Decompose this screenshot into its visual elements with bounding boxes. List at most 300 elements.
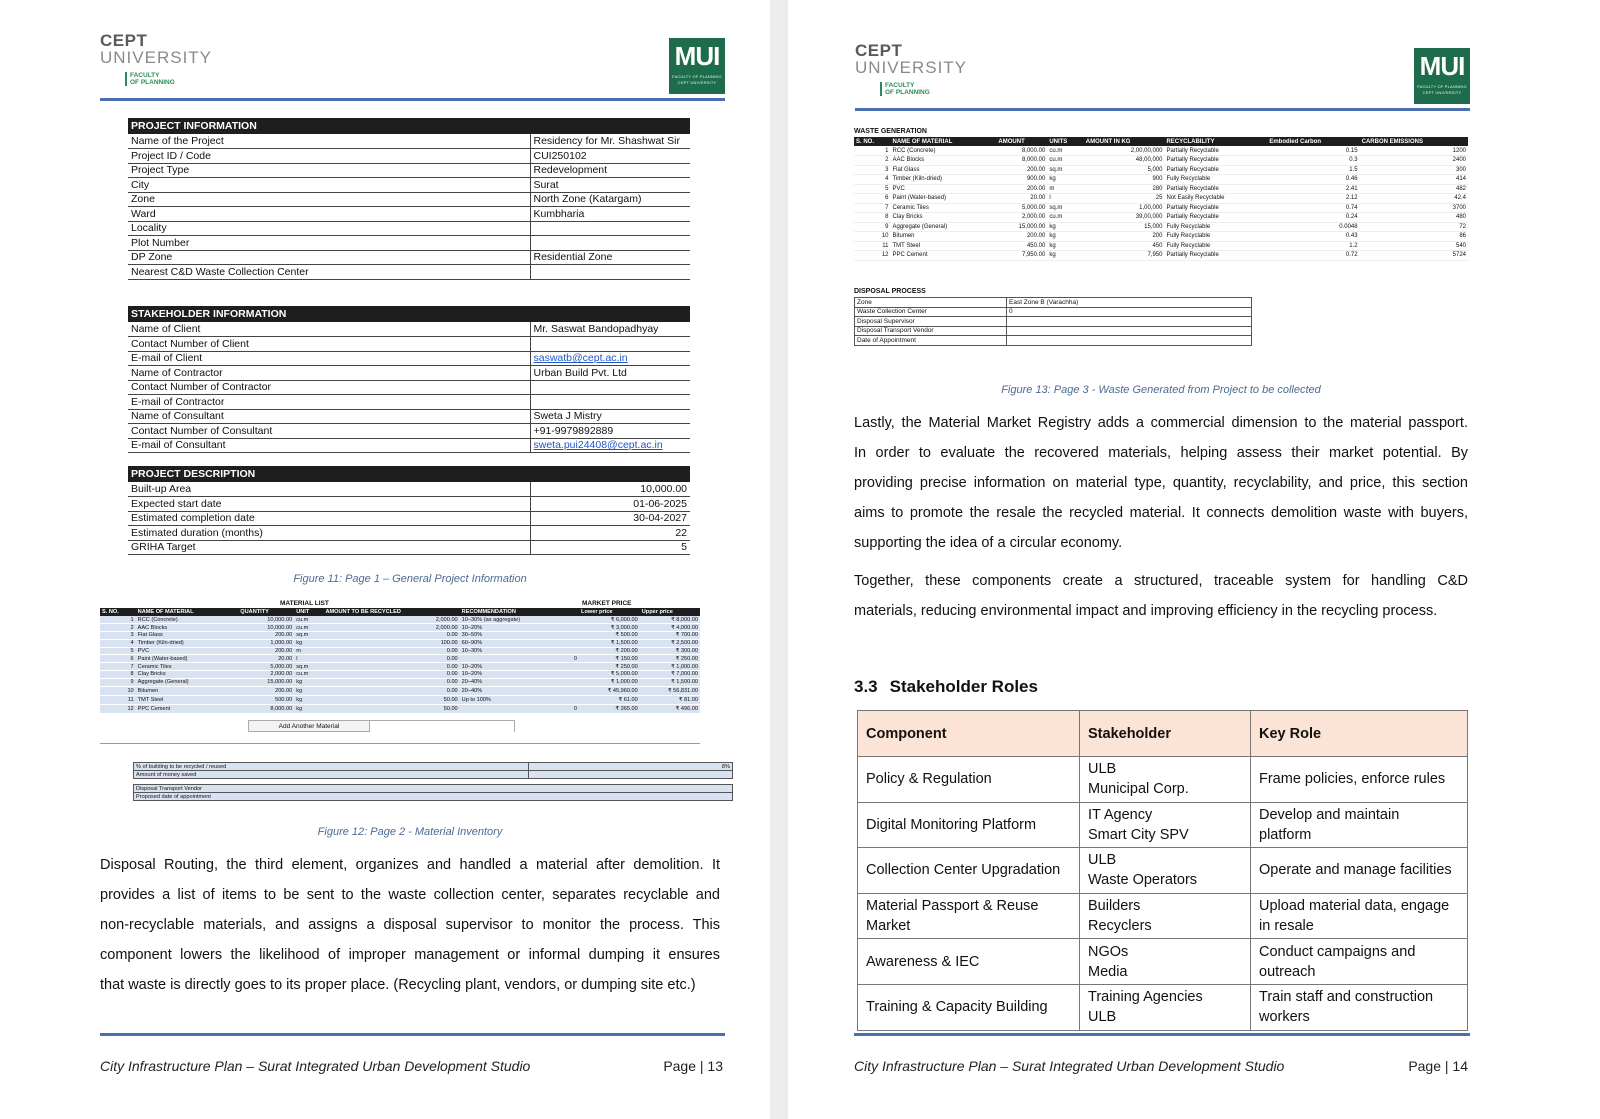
field-label: Waste Collection Center — [855, 307, 1007, 317]
table-cell: 1 — [100, 616, 136, 624]
table-cell: 15,000 — [1084, 222, 1165, 232]
table-cell: 0.0048 — [1267, 222, 1359, 232]
table-cell: 900.00 — [996, 175, 1047, 185]
table-row — [128, 380, 690, 395]
table-cell: l — [1047, 194, 1083, 204]
field-value: Urban Build Pvt. Ltd — [530, 366, 690, 381]
page-number: Page | 14 — [1408, 1058, 1468, 1074]
field-label: Zone — [128, 192, 530, 207]
table-row — [128, 163, 690, 178]
table-cell: 900 — [1084, 175, 1165, 185]
column-header: S. NO. — [100, 608, 136, 616]
table-cell: m — [294, 647, 323, 655]
table-cell: Partially Recyclable — [1164, 184, 1267, 194]
paragraph-line: that waste is directly goes to its proper place. (Recycling plant, vendors, or dumping site etc.) — [100, 977, 696, 993]
table-cell: Partially Recyclable — [1164, 213, 1267, 223]
table-cell: 0.74 — [1267, 203, 1359, 213]
table-cell: Fully Recyclable — [1164, 241, 1267, 251]
table-row — [858, 802, 1468, 848]
table-cell: 0.00 — [323, 632, 459, 640]
table-cell: 15,000.00 — [996, 222, 1047, 232]
table-cell: AAC Blocks — [136, 624, 239, 632]
table-cell: cu.m — [1047, 156, 1083, 166]
table-cell: ₹ 250.00 — [579, 663, 640, 671]
column-header: Embodied Carbon — [1267, 137, 1359, 146]
component-cell: Digital Monitoring Platform — [858, 802, 1080, 848]
table-cell: sq.m — [294, 663, 323, 671]
table-heading: PROJECT INFORMATION — [128, 118, 690, 134]
stakeholder-cell — [1080, 939, 1251, 985]
table-cell — [567, 647, 579, 655]
table-row — [128, 424, 690, 439]
table-cell: ₹ 81.00 — [640, 695, 700, 704]
field-label: City — [128, 178, 530, 193]
table-cell: 482 — [1360, 184, 1468, 194]
table-cell: 2,000.00 — [323, 616, 459, 624]
table-cell: ₹ 45,960.00 — [579, 686, 640, 695]
field-label: Plot Number — [128, 236, 530, 251]
table-cell: 0.72 — [1267, 251, 1359, 261]
field-value: 8% — [529, 763, 733, 771]
table-cell: ₹ 365.00 — [579, 704, 640, 713]
table-cell — [567, 632, 579, 640]
stakeholder-line: Recyclers — [1088, 918, 1152, 935]
table-cell: ₹ 1,000.00 — [640, 663, 700, 671]
field-label: Estimated completion date — [128, 511, 530, 526]
table-cell: 12 — [854, 251, 891, 261]
role-line: platform — [1259, 826, 1312, 843]
table-cell: Partially Recyclable — [1164, 203, 1267, 213]
table-cell: 0.00 — [323, 647, 459, 655]
paragraph-line: Disposal Routing, the third element, organizes and handled a material after demolition. It — [100, 857, 720, 873]
key-role-cell — [1251, 939, 1468, 985]
table-cell: ₹ 3,000.00 — [579, 624, 640, 632]
table-row — [100, 616, 700, 624]
table-cell: RCC (Concrete) — [136, 616, 239, 624]
column-header: AMOUNT — [996, 137, 1047, 146]
table-cell: PPC Cement — [136, 704, 239, 713]
table-cell: 6 — [100, 655, 136, 663]
table-row — [854, 213, 1468, 223]
table-cell: 1.2 — [1267, 241, 1359, 251]
disposal-process-title: DISPOSAL PROCESS — [854, 288, 926, 295]
body-paragraph — [854, 566, 1468, 626]
table-cell: 10–20% — [460, 624, 567, 632]
table-cell: 2,000.00 — [323, 624, 459, 632]
field-value: 30-04-2027 — [530, 511, 690, 526]
table-cell — [567, 695, 579, 704]
key-role-cell — [1251, 848, 1468, 894]
table-cell: 72 — [1360, 222, 1468, 232]
table-cell: kg — [294, 678, 323, 686]
table-row — [128, 221, 690, 236]
table-cell: AAC Blocks — [891, 156, 997, 166]
table-row — [128, 250, 690, 265]
component-cell: Collection Center Upgradation — [858, 848, 1080, 894]
field-label: Name of Client — [128, 322, 530, 337]
table-cell: 1.5 — [1267, 165, 1359, 175]
table-cell — [460, 704, 567, 713]
table-cell: 8 — [100, 671, 136, 679]
table-cell: 0.00 — [323, 663, 459, 671]
field-label: % of building to be recycled / reused — [134, 763, 529, 771]
field-label: Locality — [128, 221, 530, 236]
table-cell: Bitumen — [891, 232, 997, 242]
table-row — [100, 678, 700, 686]
table-cell: ₹ 7,000.00 — [640, 671, 700, 679]
column-header: Upper price — [640, 608, 700, 616]
table-cell: Flat Glass — [136, 632, 239, 640]
table-cell: ₹ 150.00 — [579, 655, 640, 663]
table-cell — [567, 671, 579, 679]
table-row — [100, 686, 700, 695]
table-cell: ₹ 200.00 — [579, 647, 640, 655]
table-cell: Aggregate (General) — [891, 222, 997, 232]
stakeholder-cell — [1080, 893, 1251, 939]
field-label: Proposed date of appointment — [134, 793, 733, 801]
field-value: Surat — [530, 178, 690, 193]
stakeholder-roles-table — [857, 710, 1468, 1031]
table-cell: 8,000.00 — [996, 146, 1047, 156]
table-row — [128, 322, 690, 337]
market-price-title: MARKET PRICE — [582, 600, 632, 607]
paragraph-line: component lowers the likelihood of improper management or informal dumping it ensures — [100, 947, 720, 963]
stakeholder-cell — [1080, 757, 1251, 803]
component-cell: Training & Capacity Building — [858, 984, 1080, 1030]
column-header: UNIT — [294, 608, 323, 616]
field-label: GRIHA Target — [128, 540, 530, 555]
table-cell: ₹ 4,000.00 — [640, 624, 700, 632]
field-value: North Zone (Katargam) — [530, 192, 690, 207]
material-list-table — [100, 608, 700, 714]
component-cell: Awareness & IEC — [858, 939, 1080, 985]
table-row — [128, 178, 690, 193]
table-cell: kg — [294, 639, 323, 647]
table-cell: 0.3 — [1267, 156, 1359, 166]
mui-logo: MUI FACULTY OF PLANNING CEPT UNIVERSITY — [1414, 48, 1470, 104]
page-14 — [788, 0, 1600, 1119]
table-cell: cu.m — [294, 616, 323, 624]
paragraph-line: supporting the idea of a circular economy. — [854, 535, 1123, 551]
table-cell: kg — [1047, 251, 1083, 261]
table-cell: 200.00 — [238, 647, 294, 655]
paragraph-line: non-recyclable materials, and assigns a disposal supervisor to monitor the process. This — [100, 917, 720, 933]
figure-caption: Figure 11: Page 1 – General Project Information — [293, 573, 527, 585]
table-cell: 20.00 — [238, 655, 294, 663]
logo-text: UNIVERSITY — [100, 48, 213, 67]
table-cell: ₹ 56,831.00 — [640, 686, 700, 695]
paragraph-line: Lastly, the Material Market Registry adds a commercial dimension to the material passport. — [854, 415, 1468, 431]
table-cell: kg — [1047, 222, 1083, 232]
waste-generation-table — [854, 137, 1468, 261]
table-cell: 5,000 — [1084, 165, 1165, 175]
field-label: Ward — [128, 207, 530, 222]
table-row — [100, 655, 700, 663]
table-row — [854, 251, 1468, 261]
role-line: Upload material data, engage — [1259, 898, 1450, 915]
table-row — [854, 203, 1468, 213]
footer-title: City Infrastructure Plan – Surat Integrated Urban Development Studio — [100, 1058, 531, 1074]
table-cell: 11 — [100, 695, 136, 704]
table-cell: 9 — [854, 222, 891, 232]
table-cell: Partially Recyclable — [1164, 156, 1267, 166]
table-row — [100, 647, 700, 655]
field-value — [530, 395, 690, 410]
table-cell — [567, 678, 579, 686]
table-cell: 9 — [100, 678, 136, 686]
column-header: S. NO. — [854, 137, 891, 146]
column-header: AMOUNT IN KG — [1084, 137, 1165, 146]
section-title: Stakeholder Roles — [889, 677, 1038, 696]
table-cell: ₹ 5,000.00 — [579, 671, 640, 679]
section-number: 3.3 — [854, 677, 878, 696]
stakeholder-line: Media — [1088, 963, 1128, 980]
table-row — [854, 156, 1468, 166]
stakeholder-cell — [1080, 802, 1251, 848]
table-cell: kg — [1047, 241, 1083, 251]
key-role-cell — [1251, 984, 1468, 1030]
field-label: E-mail of Client — [128, 351, 530, 366]
table-cell: 7,950.00 — [996, 251, 1047, 261]
add-another-material-button[interactable]: Add Another Material — [248, 720, 370, 732]
field-value: 0 — [1007, 307, 1252, 317]
table-cell: 5 — [854, 184, 891, 194]
table-cell: RCC (Concrete) — [891, 146, 997, 156]
table-cell: ₹ 250.00 — [640, 655, 700, 663]
table-cell: Clay Bricks — [891, 213, 997, 223]
header-rule — [100, 98, 725, 101]
table-row — [100, 632, 700, 640]
column-header: Component — [858, 711, 1080, 757]
paragraph-line: providing precise information on material type, quantity, recyclability, and price, this section — [854, 475, 1468, 491]
table-cell: 2.12 — [1267, 194, 1359, 204]
stakeholder-line: ULB — [1088, 761, 1117, 778]
cept-university-logo — [100, 31, 213, 92]
table-cell: 10 — [854, 232, 891, 242]
body-paragraph — [854, 408, 1468, 558]
table-cell: ₹ 6,000.00 — [579, 616, 640, 624]
field-value — [530, 380, 690, 395]
table-row — [855, 317, 1252, 327]
table-cell: 2400 — [1360, 156, 1468, 166]
column-header: QUANTITY — [238, 608, 294, 616]
table-row — [100, 704, 700, 713]
table-cell: kg — [294, 695, 323, 704]
table-cell: ₹ 2,500.00 — [640, 639, 700, 647]
role-line: Conduct campaigns and — [1259, 943, 1416, 960]
table-cell: Aggregate (General) — [136, 678, 239, 686]
table-row — [855, 298, 1252, 308]
table-row — [100, 671, 700, 679]
recycle-summary — [133, 762, 733, 779]
column-header: NAME OF MATERIAL — [891, 137, 997, 146]
table-cell: 10 — [100, 686, 136, 695]
role-line: Frame policies, enforce rules — [1259, 771, 1446, 788]
table-row — [128, 540, 690, 555]
table-cell: 25 — [1084, 194, 1165, 204]
table-cell: PPC Cement — [891, 251, 997, 261]
table-row — [855, 307, 1252, 317]
figure-caption: Figure 12: Page 2 - Material Inventory — [317, 826, 503, 838]
table-cell: Paint (Water-based) — [891, 194, 997, 204]
table-row — [128, 134, 690, 149]
field-label: Disposal Transport Vendor — [855, 326, 1007, 336]
paragraph-line: provides a list of items to be sent to the waste collection center, separates recyclable and — [100, 887, 720, 903]
table-cell: ₹ 1,500.00 — [640, 678, 700, 686]
field-label: Contact Number of Client — [128, 337, 530, 352]
footer-rule — [854, 1033, 1470, 1036]
table-cell: 3700 — [1360, 203, 1468, 213]
field-value: saswatb@cept.ac.in — [530, 351, 690, 366]
logo-text: UNIVERSITY — [855, 58, 968, 77]
table-row — [128, 409, 690, 424]
field-label: Project Type — [128, 163, 530, 178]
field-value: Residency for Mr. Shashwat Sir — [530, 134, 690, 149]
component-cell: Policy & Regulation — [858, 757, 1080, 803]
table-row — [854, 222, 1468, 232]
table-cell: 1200 — [1360, 146, 1468, 156]
field-value: sweta.pui24408@cept.ac.in — [530, 438, 690, 453]
table-cell: kg — [294, 704, 323, 713]
table-cell: 42.4 — [1360, 194, 1468, 204]
role-line: Train staff and construction — [1259, 989, 1434, 1006]
table-cell: 1,00,000 — [1084, 203, 1165, 213]
field-value — [1007, 326, 1252, 336]
table-cell: 300 — [1360, 165, 1468, 175]
column-header: CARBON EMISSIONS — [1360, 137, 1468, 146]
table-cell: Ceramic Tiles — [891, 203, 997, 213]
field-value — [530, 236, 690, 251]
role-line: outreach — [1259, 963, 1316, 980]
table-cell: sq.m — [1047, 165, 1083, 175]
table-cell: 7,950 — [1084, 251, 1165, 261]
table-cell: ₹ 700.00 — [640, 632, 700, 640]
table-row — [855, 336, 1252, 346]
paragraph-line: Together, these components create a structured, traceable system for handling C&D — [854, 573, 1468, 589]
table-cell: 200.00 — [996, 184, 1047, 194]
field-value — [530, 337, 690, 352]
table-row — [854, 194, 1468, 204]
table-cell: 500.00 — [238, 695, 294, 704]
table-cell: 7 — [100, 663, 136, 671]
logo-faculty: FACULTY OF PLANNING — [880, 82, 965, 96]
table-cell: 7 — [854, 203, 891, 213]
stakeholder-line: Waste Operators — [1088, 872, 1198, 889]
field-value — [1007, 336, 1252, 346]
page-footer — [100, 1058, 725, 1074]
stakeholder-cell — [1080, 848, 1251, 894]
table-cell: Clay Bricks — [136, 671, 239, 679]
table-cell: 200 — [1084, 232, 1165, 242]
material-inventory — [100, 600, 730, 800]
table-heading: PROJECT DESCRIPTION — [128, 466, 690, 482]
table-cell: 15,000.00 — [238, 678, 294, 686]
table-cell: 50.00 — [323, 704, 459, 713]
table-row — [128, 265, 690, 280]
stakeholder-line: IT Agency — [1088, 806, 1153, 823]
table-cell: ₹ 61.00 — [579, 695, 640, 704]
table-cell: ₹ 500.00 — [579, 632, 640, 640]
table-cell: 1 — [854, 146, 891, 156]
table-row — [854, 146, 1468, 156]
key-role-cell — [1251, 893, 1468, 939]
component-cell: Material Passport & Reuse Market — [858, 893, 1080, 939]
table-heading: STAKEHOLDER INFORMATION — [128, 306, 690, 322]
table-cell: 480 — [1360, 213, 1468, 223]
field-label: Estimated duration (months) — [128, 526, 530, 541]
table-cell: 5,000.00 — [996, 203, 1047, 213]
table-cell: Fully Recyclable — [1164, 222, 1267, 232]
table-cell — [567, 639, 579, 647]
table-cell: 50.00 — [323, 695, 459, 704]
paragraph-line: aims to promote the resale the recycled material. It connects demolition waste with buyers, — [854, 505, 1468, 521]
table-cell: Fully Recyclable — [1164, 175, 1267, 185]
table-cell: cu.m — [294, 671, 323, 679]
table-cell: 5724 — [1360, 251, 1468, 261]
figure-caption: Figure 13: Page 3 - Waste Generated from Project to be collected — [1001, 384, 1321, 396]
header-rule — [855, 108, 1470, 111]
table-row — [128, 438, 690, 453]
table-cell: 0.43 — [1267, 232, 1359, 242]
stakeholder-line: Smart City SPV — [1088, 826, 1189, 843]
field-label: Name of Consultant — [128, 409, 530, 424]
table-row — [128, 511, 690, 526]
table-cell: 39,00,000 — [1084, 213, 1165, 223]
table-cell: 11 — [854, 241, 891, 251]
table-cell: 10–20% — [460, 671, 567, 679]
column-header: RECOMMENDATION — [460, 608, 579, 616]
project-description-table — [128, 466, 690, 555]
table-cell: Up to 100% — [460, 695, 567, 704]
field-value: Mr. Saswat Bandopadhyay — [530, 322, 690, 337]
table-cell: 10–20% — [460, 663, 567, 671]
table-cell: PVC — [136, 647, 239, 655]
field-value: Residential Zone — [530, 250, 690, 265]
field-label: Name of the Project — [128, 134, 530, 149]
table-row — [858, 757, 1468, 803]
field-value: +91-9979892889 — [530, 424, 690, 439]
table-cell: Fully Recyclable — [1164, 232, 1267, 242]
stakeholder-line: Builders — [1088, 898, 1141, 915]
table-cell: 3 — [100, 632, 136, 640]
table-row — [854, 165, 1468, 175]
table-cell: m — [1047, 184, 1083, 194]
paragraph-line: materials, reducing environmental impact and improving efficiency in the recycling process. — [854, 603, 1438, 619]
table-cell: 0 — [567, 704, 579, 713]
table-cell: 10–30% — [460, 647, 567, 655]
field-label: E-mail of Contractor — [128, 395, 530, 410]
table-cell: 48,00,000 — [1084, 156, 1165, 166]
section-heading — [854, 677, 1038, 697]
table-row — [128, 526, 690, 541]
column-header: Stakeholder — [1080, 711, 1251, 757]
disposal-process — [854, 288, 1468, 346]
table-cell: 2 — [854, 156, 891, 166]
stakeholder-line: NGOs — [1088, 943, 1129, 960]
table-row — [128, 149, 690, 164]
table-cell: 200.00 — [238, 686, 294, 695]
field-label: Project ID / Code — [128, 149, 530, 164]
column-header: RECYCLABILITY — [1164, 137, 1267, 146]
field-label: E-mail of Consultant — [128, 438, 530, 453]
table-row — [128, 351, 690, 366]
paragraph-line: In order to evaluate the recovered materials, helping assess their market potential. By — [854, 445, 1468, 461]
table-row — [134, 771, 733, 779]
table-cell: Timber (Kiln-dried) — [891, 175, 997, 185]
table-cell: 12 — [100, 704, 136, 713]
table-cell: Partially Recyclable — [1164, 146, 1267, 156]
column-header: Key Role — [1251, 711, 1468, 757]
